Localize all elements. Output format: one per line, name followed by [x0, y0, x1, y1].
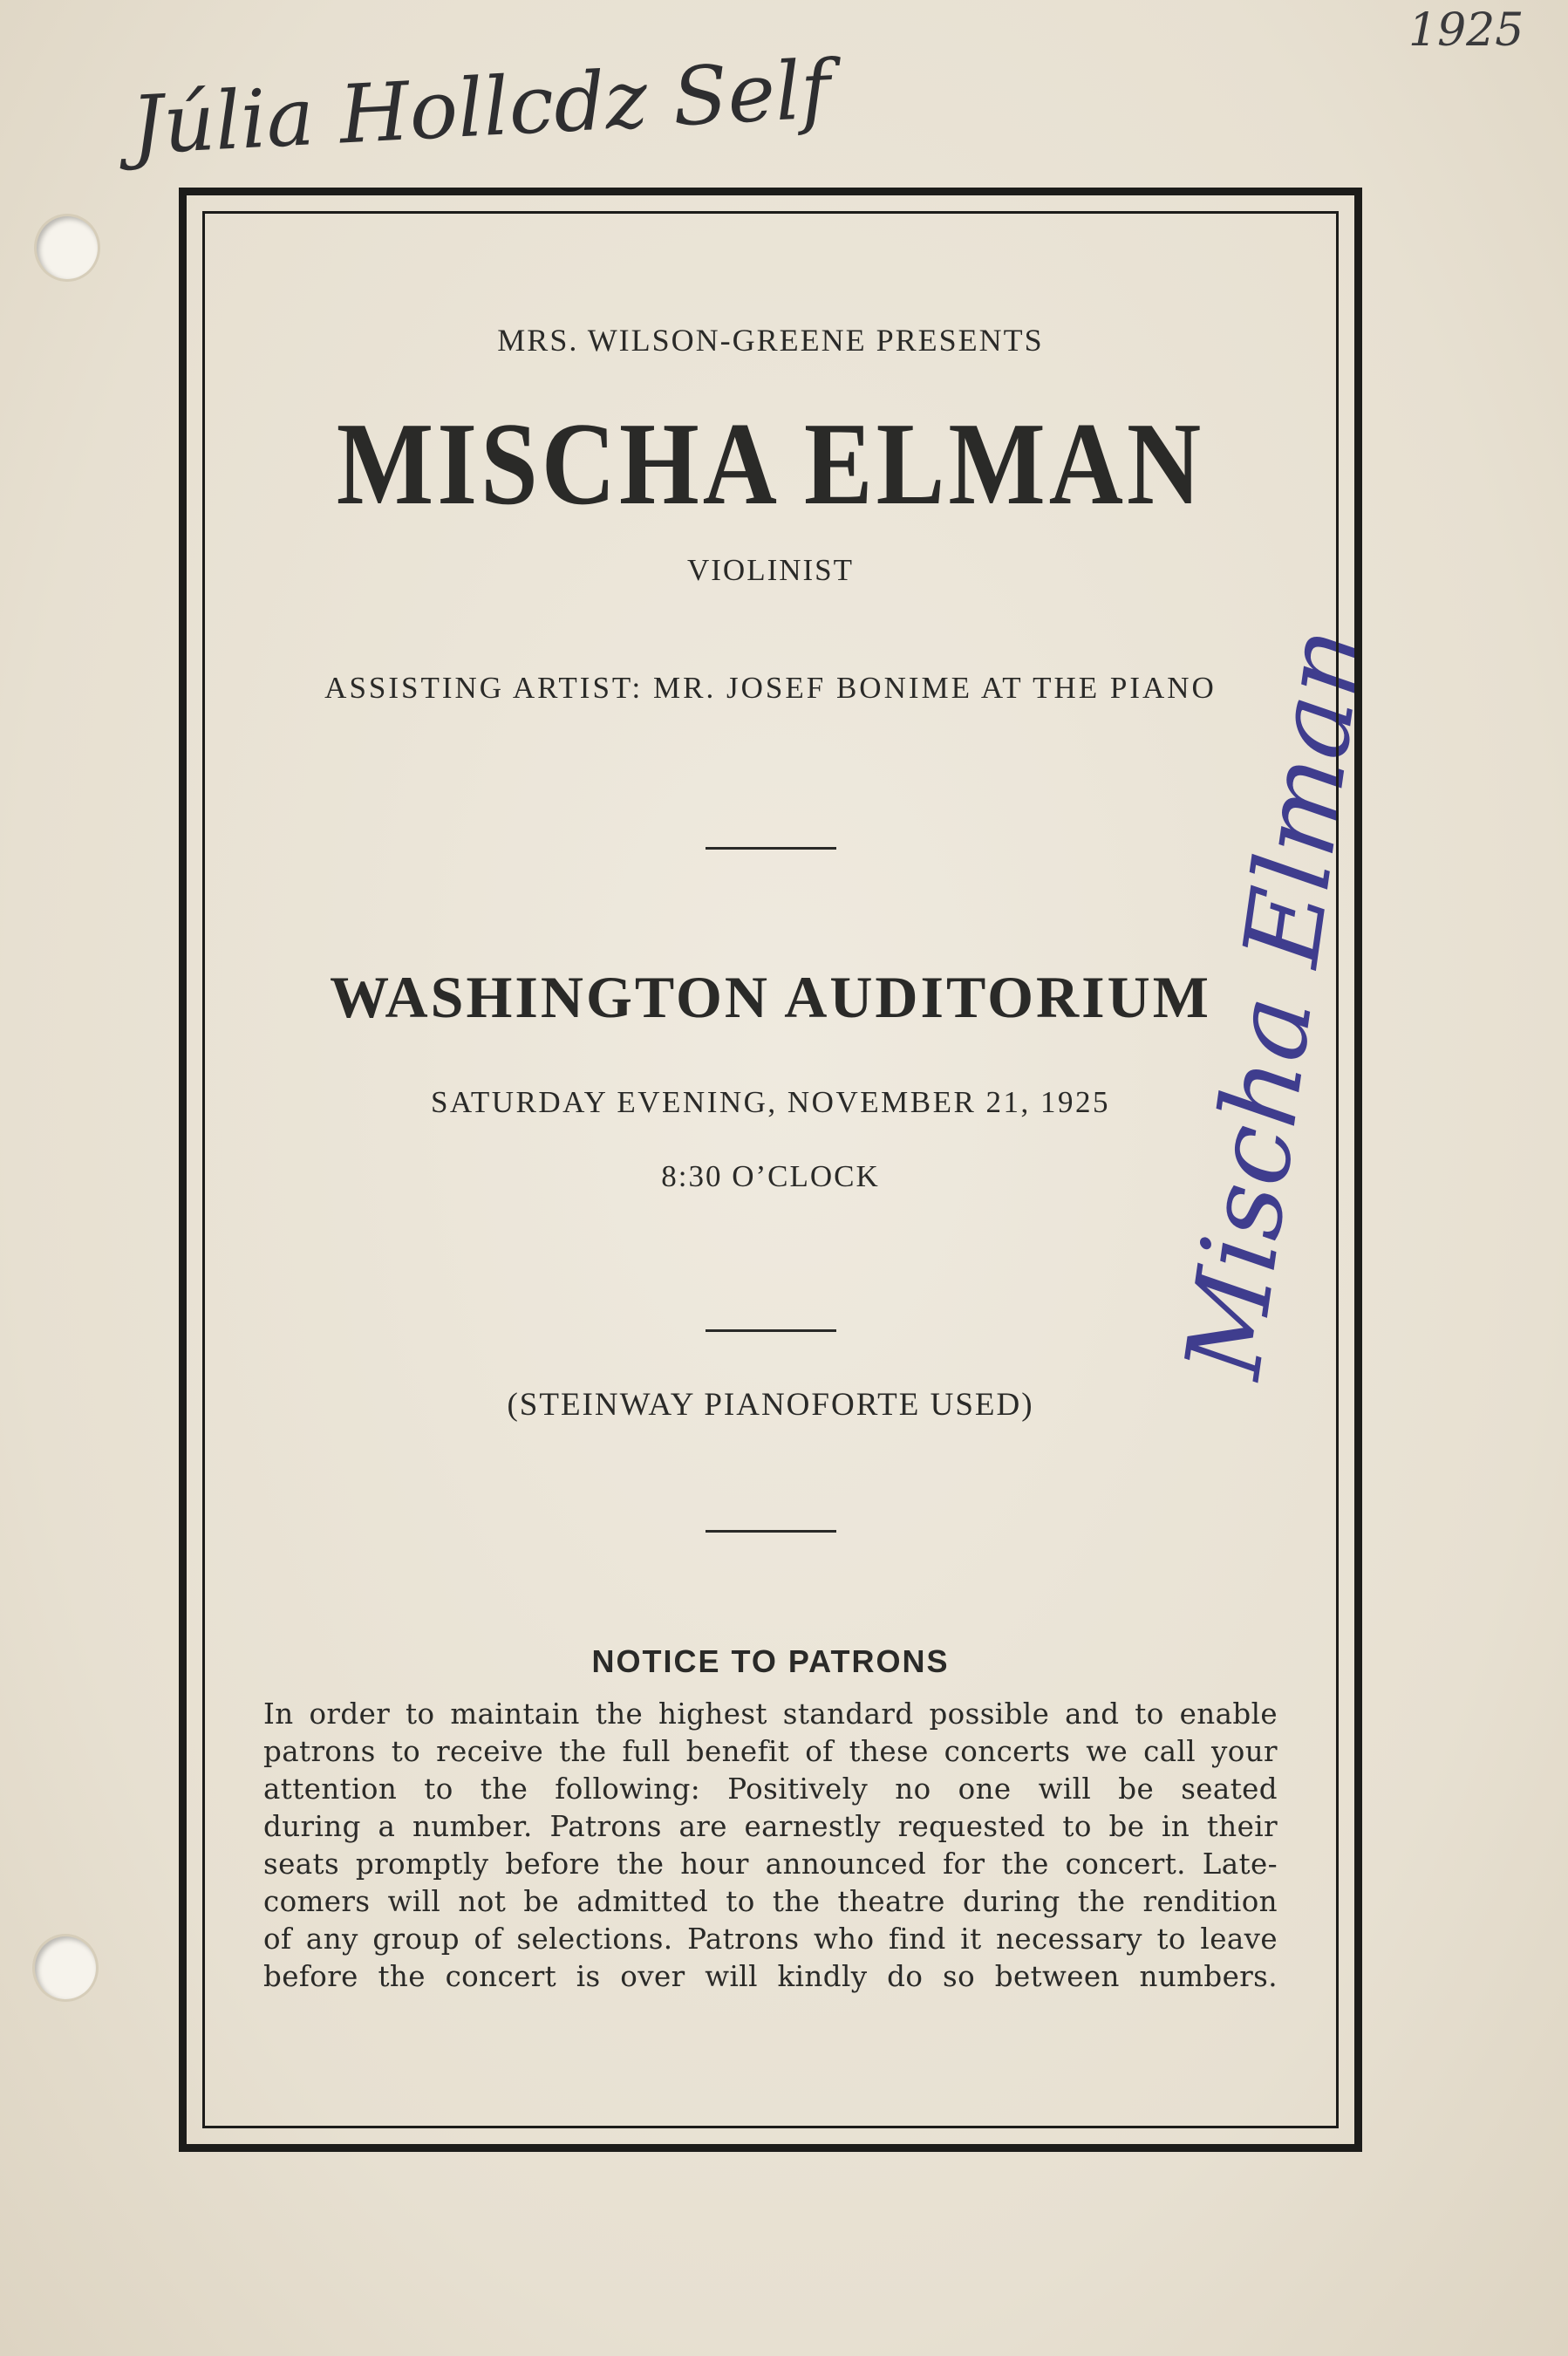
- autograph-signature: Mischa Elman: [1162, 620, 1388, 1385]
- binder-hole-top: [37, 216, 98, 279]
- program-frame: [179, 188, 1362, 2152]
- divider-2: [706, 1329, 836, 1332]
- presenter-line: MRS. WILSON-GREENE PRESENTS: [497, 323, 1044, 358]
- notice-line: seats promptly before the hour announced for the concert. Late-: [263, 1847, 1278, 1881]
- notice-title: NOTICE TO PATRONS: [591, 1643, 950, 1679]
- concert-date: SATURDAY EVENING, NOVEMBER 21, 1925: [430, 1085, 1111, 1119]
- binder-hole-bottom: [35, 1936, 96, 1999]
- assisting-artist: ASSISTING ARTIST: MR. JOSEF BONIME AT THE PIANO: [324, 671, 1217, 705]
- notice-body: [263, 1696, 1278, 1996]
- artist-role: VIOLINIST: [686, 553, 855, 587]
- notice-line: before the concert is over will kindly do so between numbers.: [263, 1960, 1278, 1993]
- notice-line: In order to maintain the highest standard possible and to enable: [263, 1697, 1278, 1731]
- notice-line: patrons to receive the full benefit of these concerts we call your: [263, 1735, 1278, 1768]
- divider-1: [706, 847, 836, 850]
- piano-note: (STEINWAY PIANOFORTE USED): [507, 1387, 1034, 1423]
- concert-time: 8:30 O’CLOCK: [661, 1159, 880, 1193]
- divider-3: [706, 1530, 836, 1533]
- notice-line: attention to the following: Positively no one will be seated: [263, 1772, 1278, 1806]
- notice-line: during a number. Patrons are earnestly requested to be in their: [263, 1810, 1278, 1843]
- owner-signature: Júlia Hollcdz Self: [128, 43, 833, 173]
- year-note: 1925: [1408, 4, 1524, 57]
- notice-line: of any group of selections. Patrons who find it necessary to leave: [263, 1922, 1278, 1956]
- artist-name: MISCHA ELMAN: [336, 398, 1205, 529]
- venue-name: WASHINGTON AUDITORIUM: [330, 964, 1211, 1030]
- notice-line: comers will not be admitted to the theatre during the rendition: [263, 1885, 1278, 1918]
